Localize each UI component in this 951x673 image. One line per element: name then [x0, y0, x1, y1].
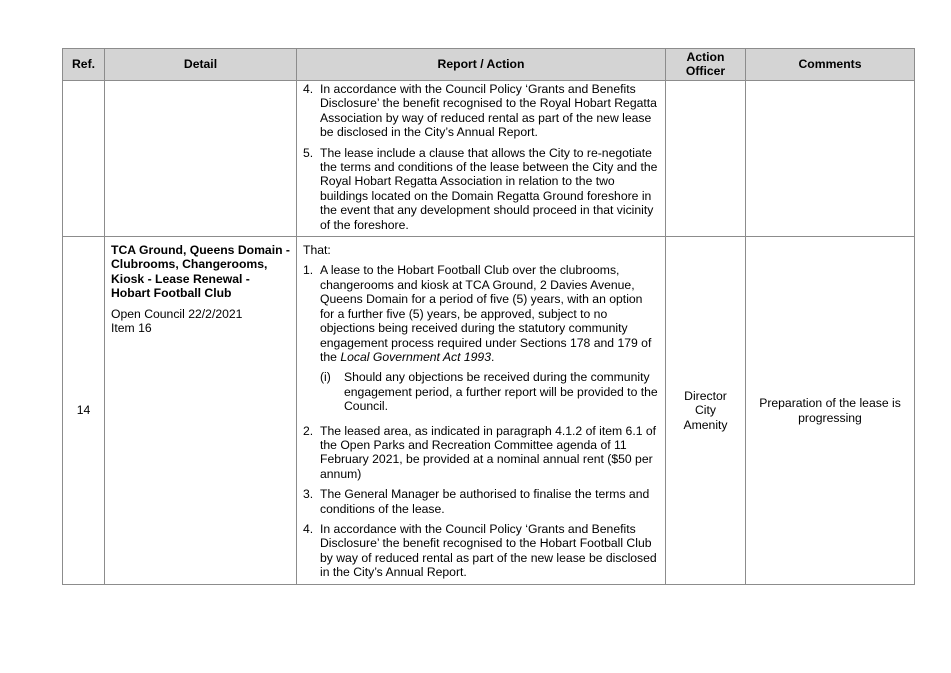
item-text: The leased area, as indicated in paragraph 4.1.2 of item 6.1 of the Open Parks and Recreation Committee agenda of 11 February 2021, be provided at a nominal annual rent ($50 per annum) — [320, 423, 657, 481]
action-officer-cell — [666, 237, 746, 585]
comment-text: Preparation of the lease is progressing — [759, 396, 901, 425]
act-name: Local Government Act 1993 — [340, 349, 491, 364]
comments-cell — [746, 237, 915, 585]
header-row — [63, 49, 915, 81]
list-item — [303, 82, 659, 140]
header-ref: Ref. — [63, 49, 105, 81]
sub-item — [320, 370, 659, 413]
ref-cell: 14 — [63, 237, 105, 585]
officer-line1: Director — [684, 388, 727, 403]
table-row — [63, 81, 915, 237]
resolution-intro: That: — [303, 243, 331, 258]
report-cell-continued — [297, 81, 666, 237]
action-table — [62, 48, 915, 585]
list-item — [303, 522, 659, 580]
item-number: 3. — [303, 487, 314, 502]
item-number: 1. — [303, 263, 314, 278]
header-detail: Detail — [105, 49, 297, 81]
list-item — [303, 424, 659, 482]
list-item — [303, 146, 659, 232]
header-officer-line1: Action — [686, 50, 725, 64]
item-text: A lease to the Hobart Football Club over the clubrooms, changerooms and kiosk at TCA Ground, 2 Davies Avenue, Queens Domain for a period of five (5) years, with an option for a further five (5) years, be approved, subject to no objections being received during the statutory community engagement process required under Sections 178 and 179 of the — [320, 263, 652, 364]
header-officer-line2: Officer — [685, 63, 726, 78]
detail-cell-empty — [105, 81, 297, 237]
item-number: 4. — [303, 521, 314, 536]
list-item — [303, 487, 659, 516]
table-row — [63, 237, 915, 585]
header-action-officer — [666, 49, 746, 81]
item-text: In accordance with the Council Policy ‘Grants and Benefits Disclosure’ the benefit recognised to the Hobart Football Club by way of reduced rental as part of the new lease be disclosed in the City’s Annual Report. — [320, 521, 657, 580]
item-number: 2. — [303, 423, 314, 438]
sub-item-text: Should any objections be received during the community engagement period, a further report will be provided to the Council. — [344, 370, 658, 414]
header-report-action: Report / Action — [297, 49, 666, 81]
list-item — [303, 263, 659, 417]
sub-item-label: (i) — [320, 370, 331, 385]
item-text: In accordance with the Council Policy ‘Grants and Benefits Disclosure’ the benefit recognised to the Royal Hobart Regatta Association by way of reduced rental as part of the new lease be disclosed in the City’s Annual Report. — [320, 82, 657, 140]
report-cell — [297, 237, 666, 585]
officer-line2: City — [695, 403, 716, 418]
item-reference: Item 16 — [111, 321, 152, 336]
item-number: 4. — [303, 82, 314, 96]
header-comments: Comments — [746, 49, 915, 81]
item-text: The lease include a clause that allows the City to re-negotiate the terms and conditions of the lease between the City and the Royal Hobart Regatta Association in relation to the two buildings located on the Domain Regatta Ground foreshore in the event that any development should proceed in that vicinity of the foreshore. — [320, 145, 658, 232]
item-number: 5. — [303, 145, 314, 160]
item-text: The General Manager be authorised to finalise the terms and conditions of the lease. — [320, 487, 650, 516]
item-text-end: . — [490, 349, 495, 364]
item-title: TCA Ground, Queens Domain - Clubrooms, Changerooms, Kiosk - Lease Renewal - Hobart Football Club — [111, 243, 290, 301]
meeting-reference: Open Council 22/2/2021 — [111, 306, 243, 321]
detail-cell — [105, 237, 297, 585]
officer-cell-empty — [666, 81, 746, 237]
officer-line3: Amenity — [683, 417, 728, 432]
ref-cell-empty — [63, 81, 105, 237]
comments-cell-empty — [746, 81, 915, 237]
